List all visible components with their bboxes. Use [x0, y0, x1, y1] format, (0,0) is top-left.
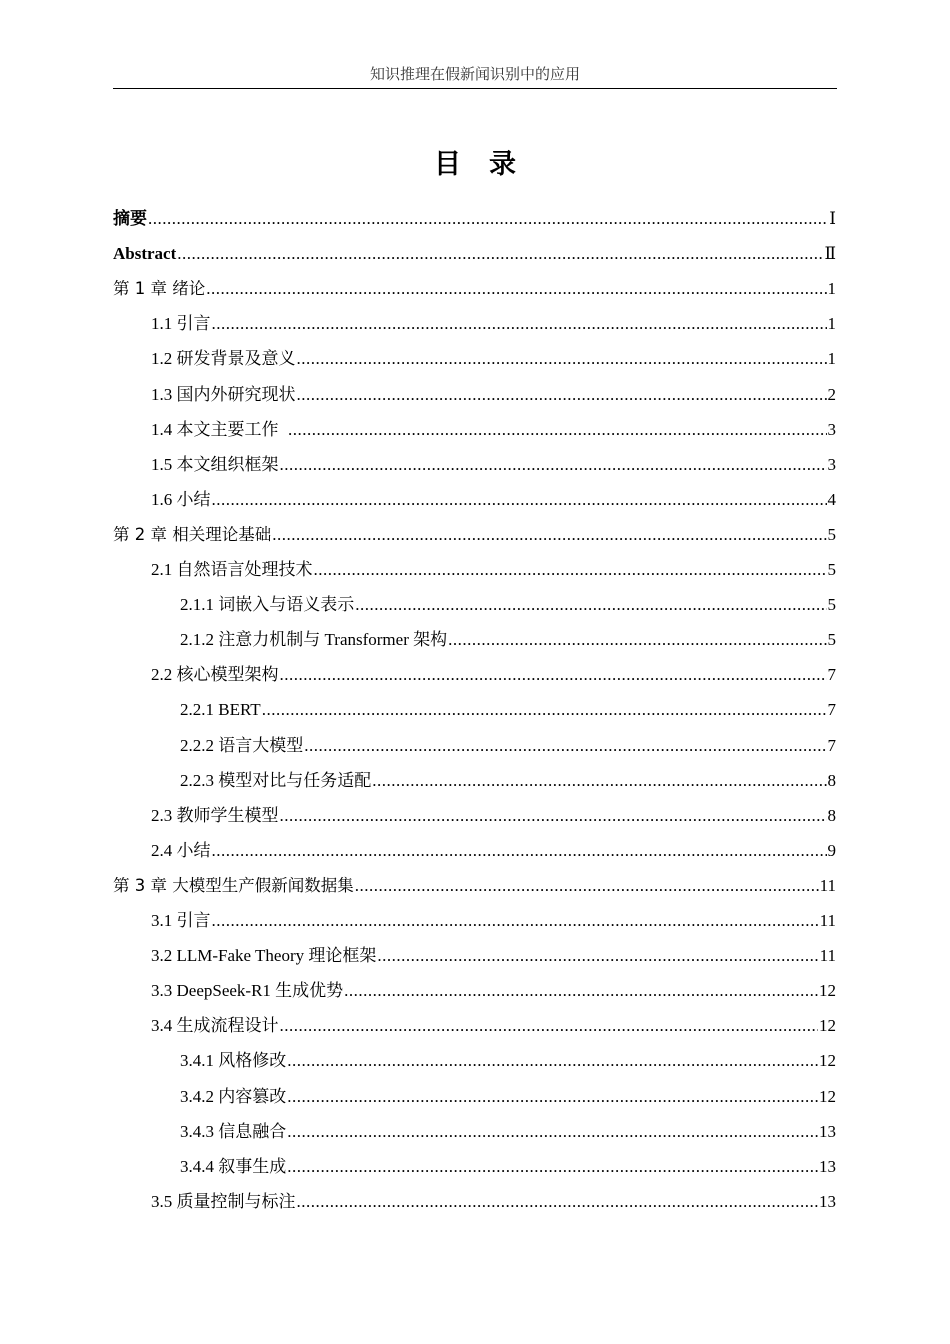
toc-entry[interactable]	[113, 762, 836, 792]
toc-entry-label: 3.4.1 风格修改	[180, 1051, 287, 1071]
toc-leader-dots	[377, 945, 818, 967]
toc-entry-page: 5	[827, 524, 836, 544]
toc-entry[interactable]	[113, 411, 836, 441]
toc-entry[interactable]	[113, 1113, 836, 1143]
toc-entry-label: 1.3 国内外研究现状	[151, 384, 296, 404]
toc-entry-label: 2.2 核心模型架构	[151, 665, 279, 685]
toc-entry-page: 2	[827, 384, 836, 404]
toc-leader-dots	[297, 1191, 819, 1213]
toc-entry-label: 3.5 质量控制与标注	[151, 1191, 296, 1211]
toc-leader-dots	[287, 1121, 818, 1143]
toc-leader-dots	[280, 805, 827, 827]
toc-entry-label: 1.4 本文主要工作	[151, 419, 287, 439]
toc-leader-dots	[212, 840, 827, 862]
toc-entry-page: 12	[819, 1086, 836, 1106]
toc-entry[interactable]	[113, 1078, 836, 1108]
toc-entry-label: 第 1 章 绪论	[113, 279, 206, 299]
toc-entry-page: 12	[819, 1051, 836, 1071]
toc-leader-dots	[272, 524, 826, 546]
toc-entry[interactable]	[113, 305, 836, 335]
toc-entry[interactable]	[113, 656, 836, 686]
toc-leader-dots	[287, 1086, 818, 1108]
toc-entry-page: 1	[827, 314, 836, 334]
toc-leader-dots	[280, 454, 827, 476]
toc-entry-label: 1.2 研发背景及意义	[151, 349, 296, 369]
toc-leader-dots	[287, 1156, 818, 1178]
toc-entry[interactable]	[113, 516, 836, 546]
toc-entry[interactable]	[113, 1042, 836, 1072]
toc-entry[interactable]	[113, 270, 836, 300]
toc-entry-page: 13	[819, 1156, 836, 1176]
toc-leader-dots	[297, 384, 827, 406]
toc-entry[interactable]	[113, 902, 836, 932]
toc-entry-page: 5	[827, 630, 836, 650]
toc-leader-dots	[212, 489, 827, 511]
toc-entry-label: 2.1 自然语言处理技术	[151, 560, 313, 579]
toc-entry-page: 3	[827, 454, 836, 474]
toc-entry-page: 5	[827, 595, 836, 615]
toc-entry-page: 12	[819, 1016, 836, 1036]
toc-entry-page: 13	[819, 1121, 836, 1141]
toc-entry-label: 2.1.2 注意力机制与 Transformer 架构	[180, 630, 448, 650]
page-header	[113, 66, 837, 89]
toc-entry-label: 2.2.2 语言大模型	[180, 735, 304, 755]
toc-leader-dots	[262, 699, 827, 721]
toc-entry[interactable]	[113, 937, 836, 967]
toc-entry[interactable]	[113, 621, 836, 651]
toc-entry-label: 摘要	[113, 209, 147, 228]
toc-leader-dots	[280, 1015, 819, 1037]
toc-entry-label: 第 2 章 相关理论基础	[113, 524, 272, 544]
toc-entry-page: 1	[827, 349, 836, 369]
toc-entry-label: 3.4.4 叙事生成	[180, 1156, 287, 1176]
toc-entry[interactable]	[113, 867, 836, 897]
toc-entry-page: 7	[827, 700, 836, 720]
toc-leader-dots	[372, 770, 826, 792]
toc-entry[interactable]	[113, 481, 836, 511]
toc-leader-dots	[206, 278, 826, 300]
toc-entry[interactable]	[113, 235, 836, 265]
toc-entry-label: 3.4.2 内容篡改	[180, 1086, 287, 1106]
toc-entry-page: 5	[827, 560, 836, 579]
toc-entry[interactable]	[113, 727, 836, 757]
toc-entry-page: 7	[827, 665, 836, 685]
toc-leader-dots	[287, 1050, 818, 1072]
header-title: 知识推理在假新闻识别中的应用	[369, 67, 580, 83]
toc-entry[interactable]	[113, 200, 836, 230]
toc-entry-page: 8	[827, 805, 836, 825]
toc-entry-label: 2.2.3 模型对比与任务适配	[180, 770, 372, 790]
toc-entry-page: 11	[819, 875, 836, 895]
toc-leader-dots	[304, 735, 826, 757]
toc-entry[interactable]	[113, 586, 836, 616]
toc-entry[interactable]	[113, 1148, 836, 1178]
toc-leader-dots	[448, 629, 826, 651]
toc-leader-dots	[297, 348, 827, 370]
toc-entry[interactable]	[113, 1007, 836, 1037]
toc-leader-dots	[288, 419, 827, 441]
toc-entry-page: 11	[819, 946, 836, 966]
toc-title: 目录	[434, 149, 544, 180]
toc-leader-dots	[280, 664, 827, 686]
toc-entry-page: 12	[819, 981, 836, 1001]
toc-leader-dots	[148, 208, 828, 230]
toc-entry-page: 4	[827, 489, 836, 509]
toc-entry-label: 3.4 生成流程设计	[151, 1016, 279, 1036]
toc-entry-page: 7	[827, 735, 836, 755]
toc-entry-page: 3	[827, 419, 836, 439]
toc-leader-dots	[314, 559, 827, 581]
toc-entry-page: 8	[827, 770, 836, 790]
toc-entry-label: 3.2 LLM-Fake Theory 理论框架	[151, 946, 377, 966]
toc-leader-dots	[344, 980, 818, 1002]
toc-leader-dots	[212, 910, 819, 932]
toc-entry-label: 3.4.3 信息融合	[180, 1121, 287, 1141]
toc-entry-page: Ⅱ	[824, 244, 836, 264]
toc-entry-page: 13	[819, 1191, 836, 1211]
toc-entry-label: Abstract	[113, 244, 177, 264]
toc-entry-label: 2.2.1 BERT	[180, 700, 261, 720]
toc-entry-label: 3.3 DeepSeek-R1 生成优势	[151, 981, 344, 1001]
toc-entry-label: 1.1 引言	[151, 314, 211, 334]
toc-entry-page: 1	[827, 279, 836, 299]
toc-entry-page: Ⅰ	[829, 209, 836, 228]
toc-entry-label: 3.1 引言	[151, 911, 211, 930]
toc-leader-dots	[212, 313, 827, 335]
toc-entry-page: 9	[827, 840, 836, 860]
toc-entry-label: 第 3 章 大模型生产假新闻数据集	[113, 875, 354, 895]
toc-leader-dots	[355, 594, 826, 616]
toc-entry-label: 2.1.1 词嵌入与语义表示	[180, 595, 355, 615]
toc-entry[interactable]	[113, 340, 836, 370]
toc-entry-label: 2.4 小结	[151, 840, 211, 860]
toc-entry[interactable]	[113, 797, 836, 827]
toc-entry[interactable]	[113, 691, 836, 721]
toc-entry-page: 11	[819, 911, 836, 930]
toc-entry-label: 1.6 小结	[151, 489, 211, 509]
toc-leader-dots	[177, 243, 823, 265]
toc-entry-label: 1.5 本文组织框架	[151, 454, 279, 474]
toc-entry[interactable]	[113, 446, 836, 476]
toc-entry[interactable]	[113, 832, 836, 862]
toc-entry-label: 2.3 教师学生模型	[151, 805, 279, 825]
toc-entry[interactable]	[113, 1183, 836, 1213]
toc-entry[interactable]	[113, 972, 836, 1002]
toc-leader-dots	[355, 875, 819, 897]
toc-entry[interactable]	[113, 376, 836, 406]
toc-entry[interactable]	[113, 551, 836, 581]
